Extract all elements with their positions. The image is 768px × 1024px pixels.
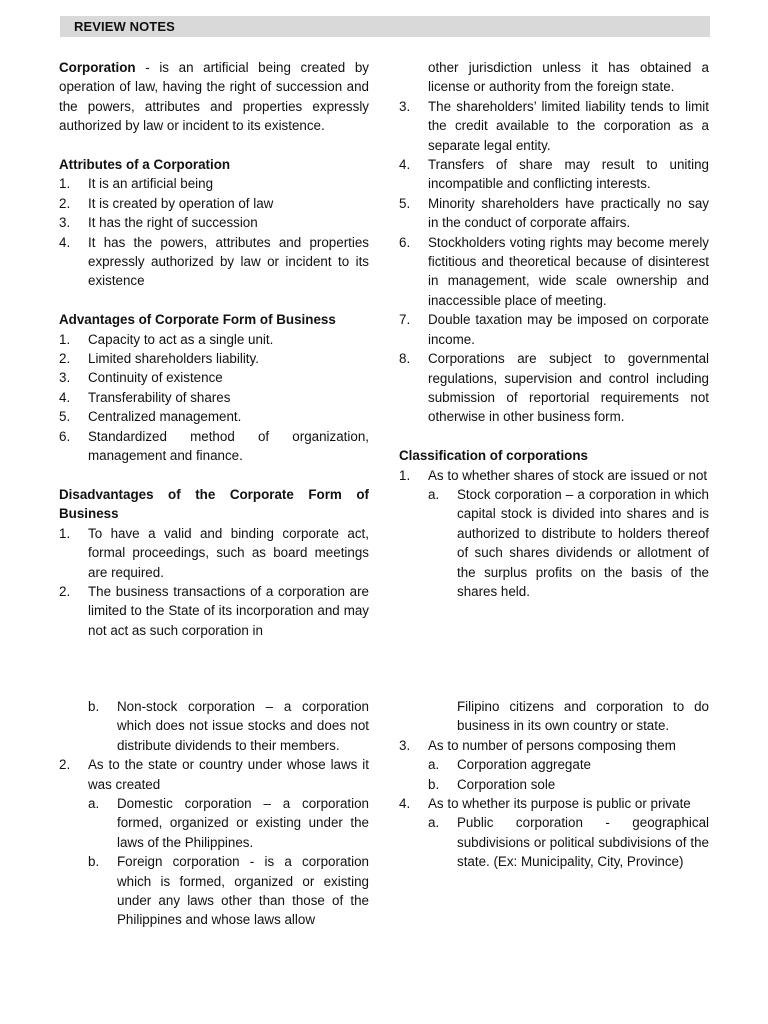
review-notes-header [60,16,710,37]
disadvantages-heading: Disadvantages of the Corporate Form of Business [59,486,369,522]
list-item: b. Foreign corporation - is a corporation which is formed, organized or existing under any laws other than those of the Philippines and whose laws allow [88,854,369,928]
list-item: 6. Stockholders voting rights may become merely fictitious and theoretical because of disinterest in management, wide scale ownership and inaccessible place of meeting. [399,234,709,308]
list-item: 2. Limited shareholders liability. [59,351,259,367]
foreign-corporation-continuation: Filipino citizens and corporation to do business in its own country or state. [457,699,709,734]
list-item: 8. Corporations are subject to governmental regulations, supervision and control including submission of reportorial requirements not otherwise in other business form. [399,351,709,425]
right-bottom-column [399,697,709,872]
attributes-heading: Attributes of a Corporation [59,157,231,173]
left-bottom-column [59,697,369,930]
list-item: 5. Centralized management. [59,409,242,425]
list-item: 2. It is created by operation of law [59,195,274,211]
list-item: b. Non-stock corporation – a corporation which does not issue stocks and does not distribute dividends to their members. [88,699,369,753]
list-item: 4. It has the powers, attributes and properties expressly authorized by law or incident to its existence [59,234,369,289]
list-item: 3. The shareholders’ limited liability tends to limit the credit available to the corporation as a separate legal entity. [399,98,709,153]
attributes-list [59,174,369,290]
list-item: 2. As to the state or country under whose laws it was created [59,757,369,792]
list-item: 1. As to whether shares of stock are issued or not [399,467,708,483]
list-item: 2. The business transactions of a corporation are limited to the State of its incorporation and may not act as such corporation in [59,583,369,638]
list-item: a. Public corporation - geographical subdivisions or political subdivisions of the state. (Ex: Municipality, City, Province) [428,815,709,870]
list-item: 1. To have a valid and binding corporate act, formal proceedings, such as board meetings are required. [59,525,369,580]
list-item: 5. Minority shareholders have practically no say in the conduct of corporate affairs. [399,195,709,231]
left-top-column [59,58,369,640]
right-top-column [399,58,709,601]
list-item: 6. Standardized method of organization, management and finance. [59,428,369,464]
advantages-list [59,330,369,466]
list-item: 4. Transfers of share may result to uniting incompatible and conflicting interests. [399,157,709,192]
list-item: 1. It is an artificial being [59,176,214,192]
list-item: b. Corporation sole [428,776,556,792]
list-item: a. Domestic corporation – a corporation formed, organized or existing under the laws of the Philippines. [88,796,369,850]
advantages-heading: Advantages of Corporate Form of Business [59,312,336,328]
disadvantages-list [59,524,369,640]
corporation-definition [59,58,369,136]
disadvantage-continuation: other jurisdiction unless it has obtained a license or authority from the foreign state. [428,60,709,95]
list-item: 1. Capacity to act as a single unit. [59,331,274,347]
definition-text: - is an artificial being created by operation of law, having the right of succession and the powers, attributes and properties expressly authorized by law or incident to its existence. [59,60,369,134]
list-item: 3. As to number of persons composing them [399,737,676,753]
list-item: 3. It has the right of succession [59,215,258,231]
list-item: 3. Continuity of existence [59,370,223,386]
disadvantages-list-continued [399,97,709,427]
list-item: a. Stock corporation – a corporation in which capital stock is divided into shares and is authorized to distribute to holders thereof of such shares dividends or allotment of the surplus profits on the basis of the shares held. [428,486,709,599]
definition-term: Corporation [59,60,136,75]
list-item: 7. Double taxation may be imposed on corporate income. [399,312,709,347]
list-item: 4. Transferability of shares [59,389,231,405]
list-item: 4. As to whether its purpose is public or private [399,796,691,812]
page-title: REVIEW NOTES [74,19,175,34]
list-item: a. Corporation aggregate [428,757,591,773]
classification-heading: Classification of corporations [399,448,588,464]
